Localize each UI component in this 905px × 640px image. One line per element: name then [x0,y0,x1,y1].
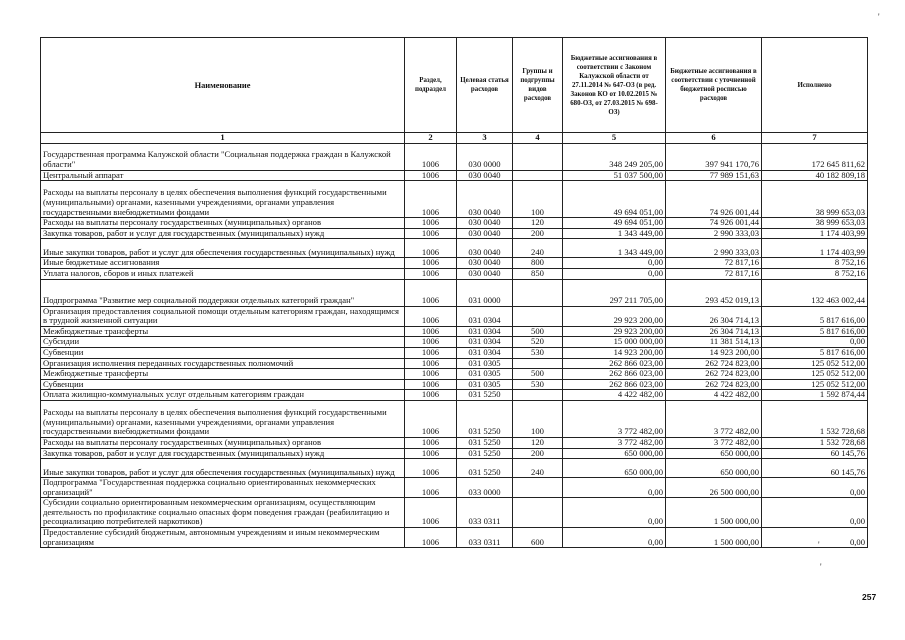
cell-group: 120 [513,218,563,229]
cell-target: 031 0304 [457,326,513,337]
cell-name: Расходы на выплаты персоналу государственных (муниципальных) органов [41,218,405,229]
cell-target: 030 0040 [457,218,513,229]
column-number: 6 [666,133,762,144]
cell-name: Уплата налогов, сборов и иных платежей [41,268,405,279]
cell-name: Государственная программа Калужской области "Социальная поддержка граждан в Калужской области" [41,143,405,170]
cell-target: 033 0311 [457,528,513,548]
cell-target: 031 0305 [457,369,513,380]
cell-group: 120 [513,437,563,448]
scan-mark: ' [820,562,822,572]
cell-executed: 1 174 403,99 [762,228,868,239]
cell-group: 200 [513,228,563,239]
cell-executed: 0,00 [762,337,868,348]
table-row [41,268,868,279]
table-row [41,218,868,229]
cell-budget: 29 923 200,00 [563,326,666,337]
column-number-row [41,133,868,144]
cell-executed: 172 645 811,62 [762,143,868,170]
cell-refined: 74 926 001,44 [666,218,762,229]
cell-section: 1006 [405,337,457,348]
cell-target: 030 0000 [457,143,513,170]
cell-name: Субвенции [41,379,405,390]
cell-refined: 72 817,16 [666,268,762,279]
cell-name: Субсидии социально ориентированным некоммерческим организациям, осуществляющим деятельность по профилактике социально опасных форм поведения граждан (реабилитацию и ресоциализацию потребителей наркотиков) [41,498,405,528]
table-row [41,369,868,380]
table-row [41,239,868,258]
cell-target: 031 5250 [457,390,513,401]
cell-target: 030 0040 [457,228,513,239]
cell-executed: 125 052 512,00 [762,358,868,369]
cell-section: 1006 [405,170,457,181]
cell-target: 030 0040 [457,170,513,181]
table-row [41,400,868,437]
cell-executed: 1 532 728,68 [762,437,868,448]
cell-refined: 26 500 000,00 [666,478,762,498]
cell-refined: 262 724 823,00 [666,358,762,369]
cell-budget: 297 211 705,00 [563,279,666,306]
cell-name: Закупка товаров, работ и услуг для государственных (муниципальных) нужд [41,228,405,239]
cell-group: 240 [513,239,563,258]
cell-refined: 77 989 151,63 [666,170,762,181]
cell-name: Расходы на выплаты персоналу государственных (муниципальных) органов [41,437,405,448]
cell-name: Центральный аппарат [41,170,405,181]
cell-name: Подпрограмма "Развитие мер социальной поддержки отдельных категорий граждан" [41,279,405,306]
cell-section: 1006 [405,326,457,337]
cell-budget: 0,00 [563,258,666,269]
table-row [41,181,868,218]
cell-refined: 3 772 482,00 [666,437,762,448]
table-row [41,478,868,498]
cell-executed: 132 463 002,44 [762,279,868,306]
cell-executed: 1 532 728,68 [762,400,868,437]
cell-refined: 26 304 714,13 [666,306,762,326]
cell-refined: 2 990 333,03 [666,239,762,258]
cell-section: 1006 [405,279,457,306]
table-row [41,347,868,358]
header-section: Раздел, подраздел [405,38,457,133]
cell-group [513,498,563,528]
cell-group: 500 [513,369,563,380]
cell-group: 100 [513,181,563,218]
table-body [41,143,868,548]
cell-refined: 650 000,00 [666,448,762,459]
cell-executed: 0,00 [762,498,868,528]
cell-executed: 8 752,16 [762,268,868,279]
cell-group: 600 [513,528,563,548]
table-row [41,528,868,548]
cell-group: 850 [513,268,563,279]
cell-section: 1006 [405,239,457,258]
cell-section: 1006 [405,347,457,358]
column-number: 1 [41,133,405,144]
cell-name: Расходы на выплаты персоналу в целях обеспечения выполнения функций государственными (муниципальными) органами, казенными учреждениями, органами управления государственными внебюджетными фондами [41,181,405,218]
table-row [41,326,868,337]
cell-section: 1006 [405,258,457,269]
cell-section: 1006 [405,358,457,369]
table-row [41,448,868,459]
table-row [41,390,868,401]
cell-refined: 262 724 823,00 [666,369,762,380]
cell-name: Субвенции [41,347,405,358]
cell-group: 530 [513,347,563,358]
cell-executed: 40 182 809,18 [762,170,868,181]
cell-section: 1006 [405,528,457,548]
cell-budget: 29 923 200,00 [563,306,666,326]
header-name: Наименование [41,38,405,133]
cell-name: Межбюджетные трансферты [41,326,405,337]
column-number: 7 [762,133,868,144]
cell-name: Подпрограмма "Государственная поддержка социально ориентированных некоммерческих организаций" [41,478,405,498]
cell-target: 031 0000 [457,279,513,306]
header-row [41,38,868,133]
cell-executed: 125 052 512,00 [762,369,868,380]
cell-section: 1006 [405,390,457,401]
cell-budget: 0,00 [563,268,666,279]
column-number: 2 [405,133,457,144]
cell-executed: 125 052 512,00 [762,379,868,390]
budget-table [40,37,868,548]
cell-refined: 3 772 482,00 [666,400,762,437]
cell-refined: 397 941 170,76 [666,143,762,170]
cell-target: 033 0311 [457,498,513,528]
cell-budget: 262 866 023,00 [563,379,666,390]
cell-group: 240 [513,459,563,478]
cell-executed: 5 817 616,00 [762,306,868,326]
cell-section: 1006 [405,181,457,218]
cell-refined: 293 452 019,13 [666,279,762,306]
cell-target: 030 0040 [457,268,513,279]
cell-name: Организация исполнения переданных государственных полномочий [41,358,405,369]
cell-name: Организация предоставления социальной помощи отдельным категориям граждан, находящимся в трудной жизненной ситуации [41,306,405,326]
cell-executed: 60 145,76 [762,459,868,478]
cell-executed: 1 174 403,99 [762,239,868,258]
table-row [41,337,868,348]
cell-target: 031 5250 [457,437,513,448]
cell-target: 031 0305 [457,358,513,369]
cell-budget: 3 772 482,00 [563,400,666,437]
column-number: 3 [457,133,513,144]
cell-budget: 15 000 000,00 [563,337,666,348]
cell-target: 031 0304 [457,306,513,326]
header-target: Целевая статья расходов [457,38,513,133]
cell-group: 520 [513,337,563,348]
cell-budget: 3 772 482,00 [563,437,666,448]
cell-target: 031 0304 [457,347,513,358]
table-row [41,437,868,448]
cell-name: Субсидии [41,337,405,348]
cell-section: 1006 [405,228,457,239]
cell-refined: 26 304 714,13 [666,326,762,337]
cell-refined: 14 923 200,00 [666,347,762,358]
cell-target: 031 5250 [457,448,513,459]
cell-budget: 49 694 051,00 [563,218,666,229]
cell-section: 1006 [405,379,457,390]
cell-budget: 1 343 449,00 [563,239,666,258]
cell-refined: 4 422 482,00 [666,390,762,401]
cell-group: 200 [513,448,563,459]
scan-mark: ' [878,12,880,22]
cell-section: 1006 [405,459,457,478]
cell-section: 1006 [405,268,457,279]
cell-executed: 0,00 [762,478,868,498]
cell-section: 1006 [405,143,457,170]
cell-executed: 38 999 653,03 [762,218,868,229]
cell-target: 030 0040 [457,258,513,269]
table-row [41,228,868,239]
cell-budget: 650 000,00 [563,448,666,459]
cell-group [513,306,563,326]
cell-target: 031 5250 [457,400,513,437]
cell-name: Иные закупки товаров, работ и услуг для обеспечения государственных (муниципальных) нужд [41,239,405,258]
header-refined: Бюджетные ассигнования в соответствии с уточненной бюджетной росписью расходов [666,38,762,133]
cell-name: Расходы на выплаты персоналу в целях обеспечения выполнения функций государственными (муниципальными) органами, казенными учреждениями, органами управления государственными внебюджетными фондами [41,400,405,437]
cell-budget: 51 037 500,00 [563,170,666,181]
cell-budget: 14 923 200,00 [563,347,666,358]
cell-budget: 650 000,00 [563,459,666,478]
cell-section: 1006 [405,218,457,229]
table-row [41,306,868,326]
cell-target: 031 0305 [457,379,513,390]
cell-refined: 262 724 823,00 [666,379,762,390]
table-row [41,498,868,528]
cell-target: 033 0000 [457,478,513,498]
cell-group: 800 [513,258,563,269]
cell-group [513,478,563,498]
cell-target: 030 0040 [457,239,513,258]
cell-target: 030 0040 [457,181,513,218]
cell-refined: 2 990 333,03 [666,228,762,239]
cell-section: 1006 [405,478,457,498]
cell-budget: 4 422 482,00 [563,390,666,401]
cell-group [513,390,563,401]
cell-refined: 650 000,00 [666,459,762,478]
cell-executed: 8 752,16 [762,258,868,269]
table-row [41,143,868,170]
table-row [41,279,868,306]
cell-refined: 72 817,16 [666,258,762,269]
cell-budget: 262 866 023,00 [563,369,666,380]
cell-group [513,143,563,170]
cell-name: Иные закупки товаров, работ и услуг для обеспечения государственных (муниципальных) нужд [41,459,405,478]
cell-section: 1006 [405,498,457,528]
table-row [41,170,868,181]
cell-executed: 60 145,76 [762,448,868,459]
cell-budget: 0,00 [563,498,666,528]
cell-group [513,170,563,181]
cell-group: 100 [513,400,563,437]
header-group: Группы и подгруппы видов расходов [513,38,563,133]
cell-executed: 5 817 616,00 [762,347,868,358]
cell-executed: 1 592 874,44 [762,390,868,401]
cell-budget: 0,00 [563,528,666,548]
cell-name: Межбюджетные трансферты [41,369,405,380]
cell-refined: 74 926 001,44 [666,181,762,218]
cell-section: 1006 [405,448,457,459]
table-row [41,258,868,269]
table-row [41,358,868,369]
cell-name: Иные бюджетные ассигнования [41,258,405,269]
cell-budget: 1 343 449,00 [563,228,666,239]
cell-group [513,358,563,369]
cell-group [513,279,563,306]
cell-budget: 0,00 [563,478,666,498]
cell-budget: 262 866 023,00 [563,358,666,369]
cell-budget: 348 249 205,00 [563,143,666,170]
cell-group: 500 [513,326,563,337]
cell-budget: 49 694 051,00 [563,181,666,218]
cell-section: 1006 [405,400,457,437]
cell-refined: 1 500 000,00 [666,528,762,548]
cell-executed: 0,00 [762,528,868,548]
cell-group: 530 [513,379,563,390]
page-number: 257 [862,592,877,602]
cell-name: Закупка товаров, работ и услуг для государственных (муниципальных) нужд [41,448,405,459]
cell-target: 031 0304 [457,337,513,348]
cell-refined: 1 500 000,00 [666,498,762,528]
column-number: 5 [563,133,666,144]
header-budget: Бюджетные ассигнования в соответствии с Законом Калужской области от 27.11.2014 № 647-ОЗ (в ред. Законов КО от 10.02.2015 № 680-ОЗ, от 27.03.2015 № 698-ОЗ) [563,38,666,133]
table-row [41,379,868,390]
table-row [41,459,868,478]
header-executed: Исполнено [762,38,868,133]
cell-refined: 11 381 514,13 [666,337,762,348]
cell-name: Предоставление субсидий бюджетным, автономным учреждениям и иным некоммерческим организациям [41,528,405,548]
cell-section: 1006 [405,437,457,448]
column-number: 4 [513,133,563,144]
cell-section: 1006 [405,369,457,380]
cell-section: 1006 [405,306,457,326]
cell-executed: 38 999 653,03 [762,181,868,218]
scan-mark: ' [818,540,820,550]
cell-target: 031 5250 [457,459,513,478]
cell-executed: 5 817 616,00 [762,326,868,337]
cell-name: Оплата жилищно-коммунальных услуг отдельным категориям граждан [41,390,405,401]
